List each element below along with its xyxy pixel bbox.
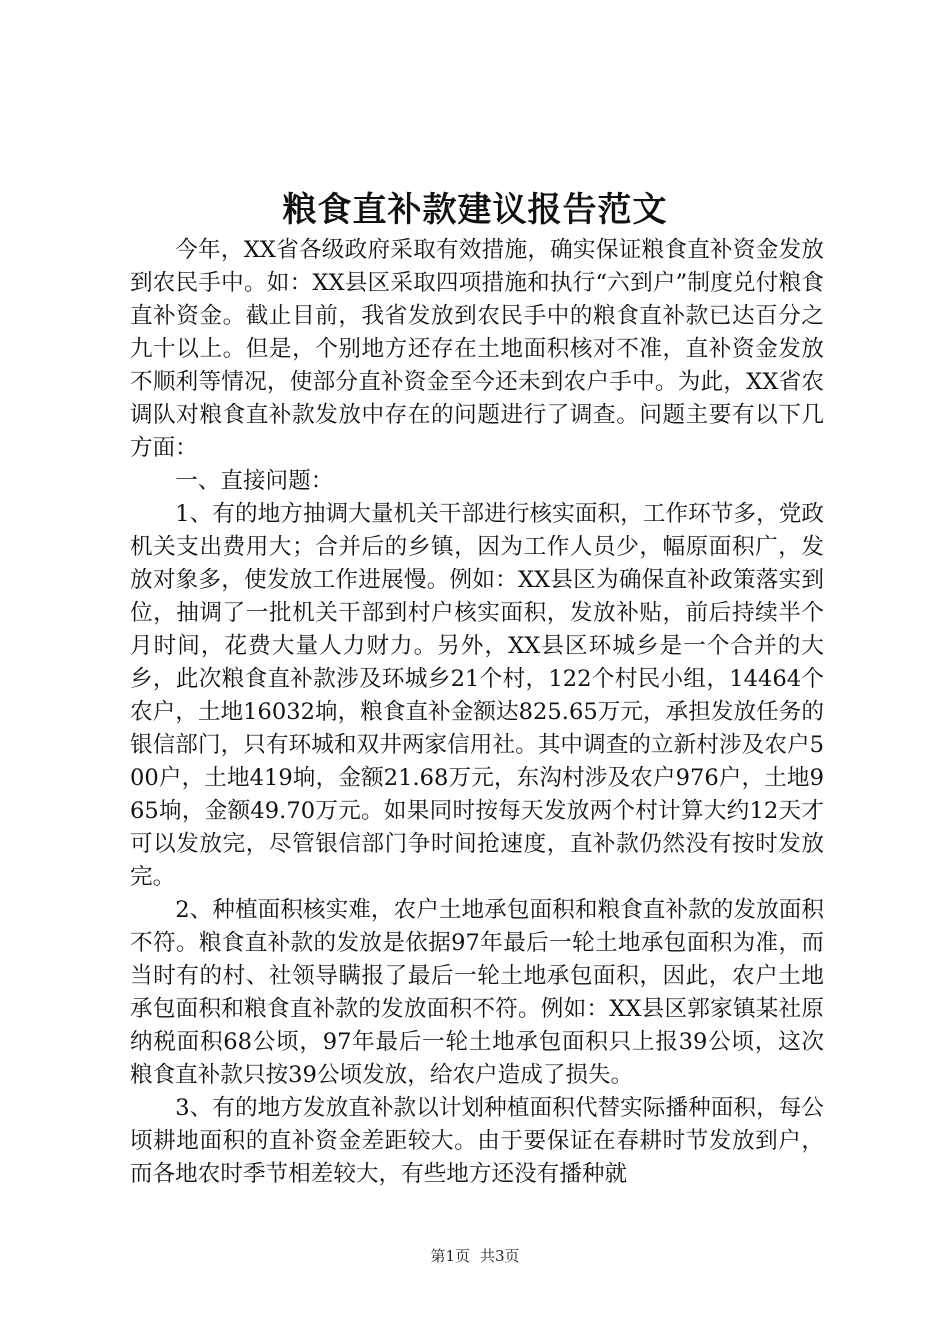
paragraph-item-3: 3、有的地方发放直补款以计划种植面积代替实际播种面积，每公顷耕地面积的直补资金差距较大。由于要保证在春耕时节发放到户，而各地农时季节相差较大，有些地方还没有播种就 bbox=[130, 1095, 824, 1187]
document-body bbox=[130, 234, 824, 1191]
paragraph-intro: 今年，XX省各级政府采取有效措施，确实保证粮食直补资金发放到农民手中。如：XX县区采取四项措施和执行“六到户”制度兑付粮食直补资金。截止目前，我省发放到农民手中的粮食直补款已达百分之九十以上。但是，个别地方还存在土地面积核对不准，直补资金发放不顺利等情况，使部分直补资金至今还未到农户手中。为此，XX省农调队对粮食直补款发放中存在的问题进行了调查。问题主要有以下几方面： bbox=[130, 237, 824, 461]
page-footer bbox=[0, 1246, 950, 1266]
page-total: 共3页 bbox=[480, 1247, 520, 1265]
page-number: 第1页 bbox=[430, 1247, 470, 1265]
paragraph-item-1: 1、有的地方抽调大量机关干部进行核实面积，工作环节多，党政机关支出费用大；合并后的乡镇，因为工作人员少，幅原面积广，发放对象多，使发放工作进展慢。例如：XX县区为确保直补政策落实到位，抽调了一批机关干部到村户核实面积，发放补贴，前后持续半个月时间，花费大量人力财力。另外，XX县区环城乡是一个合并的大乡，此次粮食直补款涉及环城乡21个村，122个村民小组，14464个农户，土地16032垧，粮食直补金额达825.65万元，承担发放任务的银信部门，只有环城和双井两家信用社。其中调查的立新村涉及农户500户，土地419垧，金额21.68万元，东沟村涉及农户976户，土地965垧，金额49.70万元。如果同时按每天发放两个村计算大约12天才可以发放完，尽管银信部门争时间抢速度，直补款仍然没有按时发放完。 bbox=[130, 501, 824, 890]
document-title: 粮食直补款建议报告范文 bbox=[282, 190, 668, 230]
paragraph-item-2: 2、种植面积核实难，农户土地承包面积和粮食直补款的发放面积不符。粮食直补款的发放是依据97年最后一轮土地承包面积为准，而当时有的村、社领导瞒报了最后一轮土地承包面积，因此，农户土地承包面积和粮食直补款的发放面积不符。例如：XX县区郭家镇某社原纳税面积68公顷，97年最后一轮土地承包面积只上报39公顷，这次粮食直补款只按39公顷发放，给农户造成了损失。 bbox=[130, 897, 824, 1088]
section-heading: 一、直接问题： bbox=[175, 468, 334, 494]
